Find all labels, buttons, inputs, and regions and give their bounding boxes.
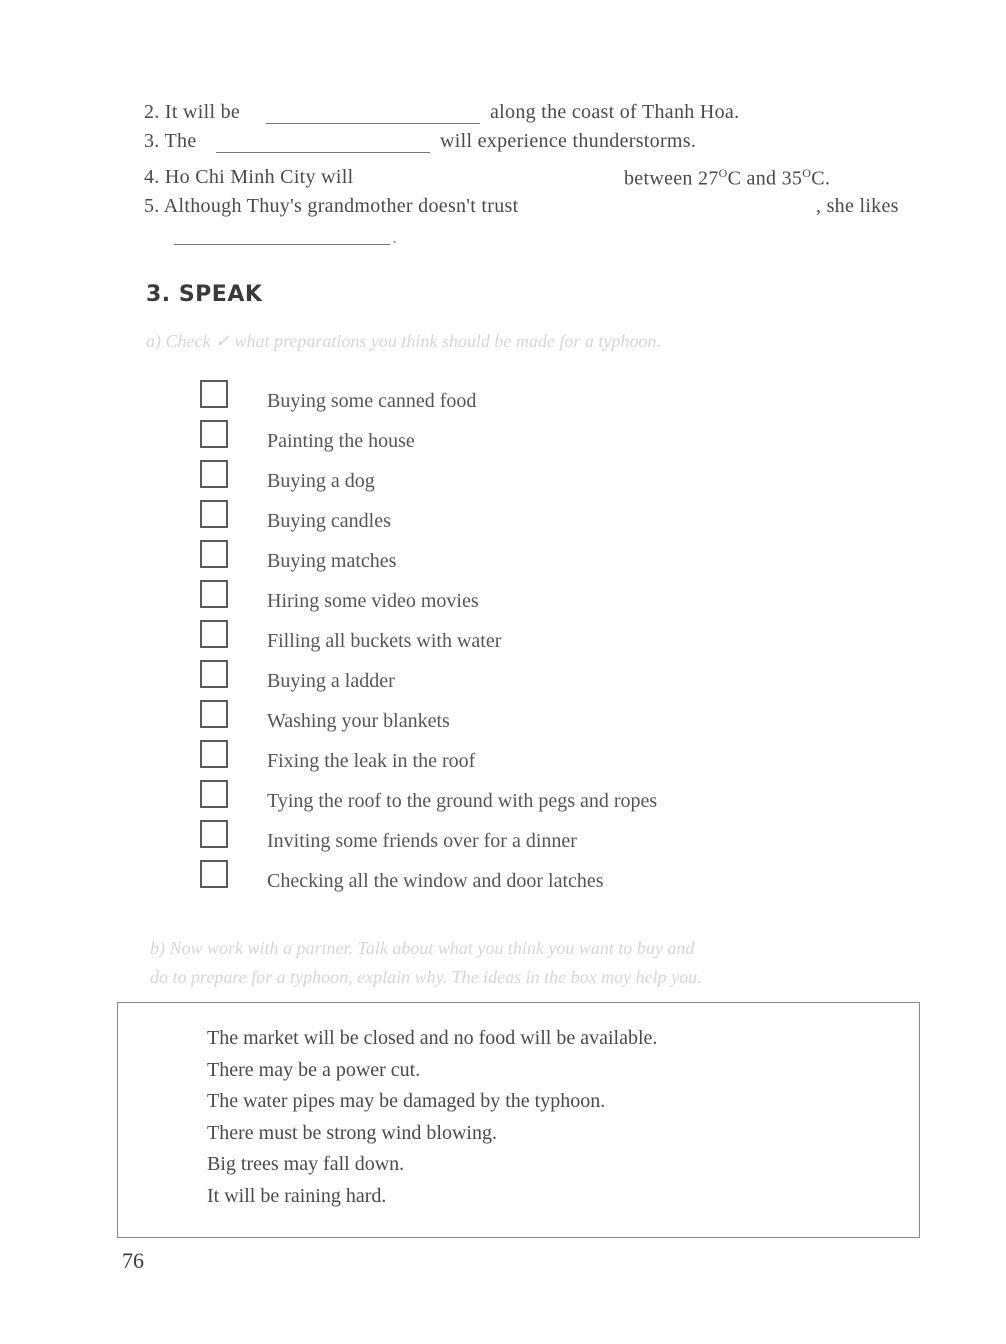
checkbox[interactable] [200,580,228,608]
checkbox[interactable] [200,540,228,568]
checkbox[interactable] [200,860,228,888]
sentence-3-end: will experience thunderstorms. [440,130,697,152]
sentence-5-end: . [392,226,398,248]
checklist-item-label: Checking all the window and door latches [267,870,604,892]
sentence-5-blank[interactable] [174,244,390,245]
instruction-b-line-2: do to prepare for a typhoon, explain why. The ideas in the box may help you. [150,967,702,987]
instruction-b-line-1: b) Now work with a partner. Talk about what you think you want to buy and [150,938,695,958]
idea-line: The water pipes may be damaged by the typhoon. [207,1090,606,1112]
instruction-a: a) Check ✓ what preparations you think should be made for a typhoon. [146,331,661,351]
sentence-4-start: 4. Ho Chi Minh City will [144,166,354,188]
checklist-item-label: Tying the roof to the ground with pegs and ropes [267,790,658,812]
sentence-2 [144,101,240,124]
idea-line: Big trees may fall down. [207,1153,405,1175]
idea-line: There may be a power cut. [207,1059,421,1081]
checklist-item-label: Washing your blankets [267,710,450,732]
checkbox[interactable] [200,460,228,488]
sentence-5-start: 5. Although Thuy's grandmother doesn't trust [144,195,519,217]
checklist-item-label: Inviting some friends over for a dinner [267,830,577,852]
checkbox[interactable] [200,820,228,848]
idea-line: The market will be closed and no food will be available. [207,1027,658,1049]
checklist-item-label: Buying candles [267,510,391,532]
sentence-3-blank[interactable] [216,152,430,153]
checkbox[interactable] [200,500,228,528]
checklist-item-label: Buying a dog [267,470,375,492]
sentence-3-start: 3. The [144,130,197,152]
checklist-item-label: Hiring some video movies [267,590,479,612]
idea-line: It will be raining hard. [207,1185,387,1207]
idea-line: There must be strong wind blowing. [207,1122,497,1144]
checkbox[interactable] [200,380,228,408]
checklist-item-label: Filling all buckets with water [267,630,502,652]
sentence-2-blank[interactable] [266,123,480,124]
checkbox[interactable] [200,660,228,688]
checklist-item-label: Fixing the leak in the roof [267,750,476,772]
checklist-item-label: Buying some canned food [267,390,477,412]
checklist-item-label: Painting the house [267,430,415,452]
sentence-2-end: along the coast of Thanh Hoa. [490,101,740,123]
checkbox[interactable] [200,700,228,728]
checklist-item-label: Buying matches [267,550,397,572]
sentence-4-end: between $27^OC$ and $35^OC$. [624,166,831,190]
sentence-5-mid: , she likes [816,195,899,217]
checklist-item-label: Buying a ladder [267,670,395,692]
checkbox[interactable] [200,780,228,808]
page-number: 76 [122,1248,144,1273]
section-heading: 3. SPEAK [146,282,263,307]
checkbox[interactable] [200,740,228,768]
checkbox[interactable] [200,620,228,648]
checkbox[interactable] [200,420,228,448]
sentence-2-start: 2. It will be [144,101,241,123]
